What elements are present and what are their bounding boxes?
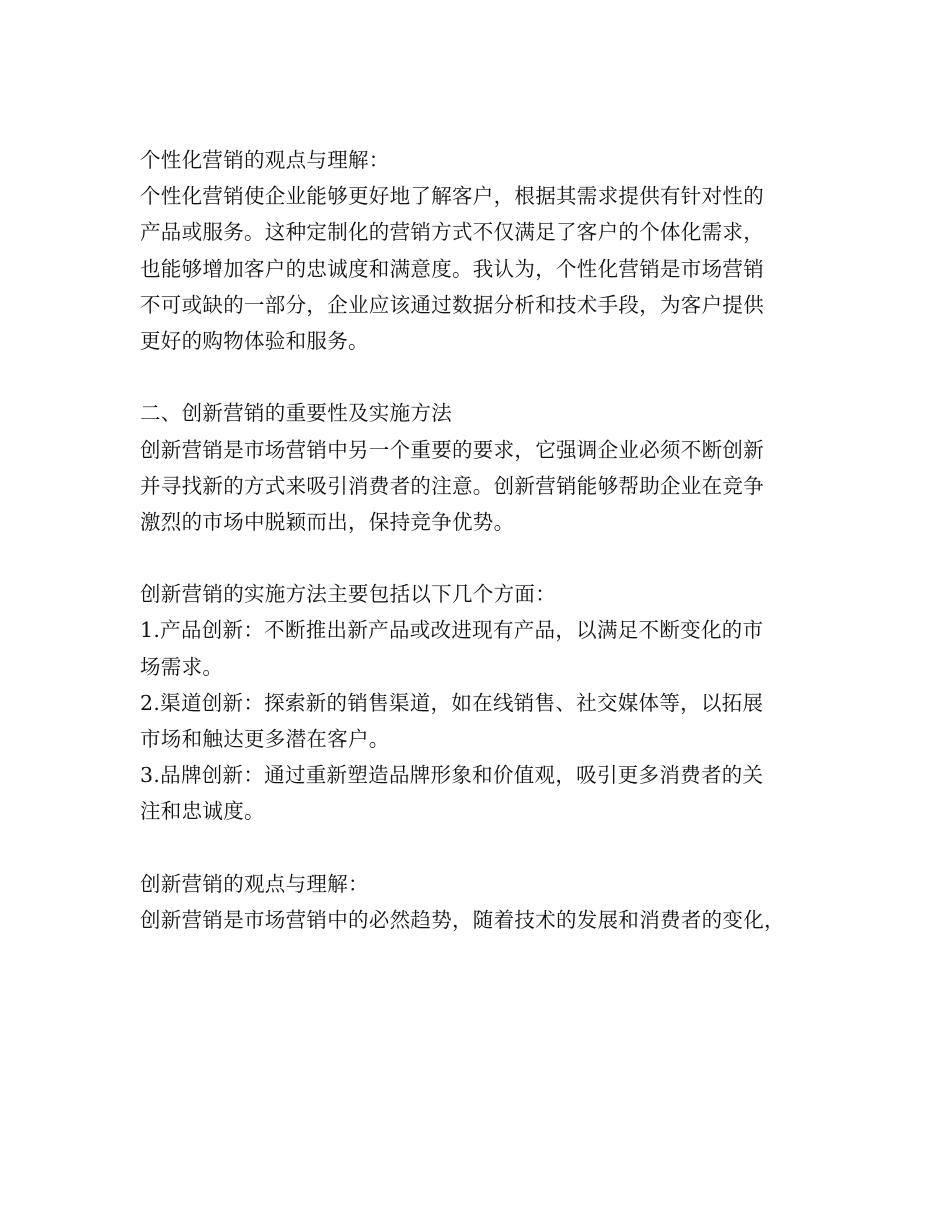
list-item-continuation: 场需求。 bbox=[140, 654, 224, 679]
document-body bbox=[140, 142, 830, 938]
paragraph-line: 不可或缺的一部分，企业应该通过数据分析和技术手段，为客户提供 bbox=[140, 292, 764, 317]
paragraph-line: 创新营销是市场营销中另一个重要的要求，它强调企业必须不断创新 bbox=[140, 437, 764, 462]
paragraph-line: 产品或服务。这种定制化的营销方式不仅满足了客户的个体化需求， bbox=[140, 220, 764, 245]
section-heading-innovation-views: 创新营销的观点与理解： bbox=[140, 871, 369, 896]
paragraph-line: 更好的购物体验和服务。 bbox=[140, 328, 369, 353]
paragraph-line: 也能够增加客户的忠诚度和满意度。我认为，个性化营销是市场营销 bbox=[140, 256, 764, 281]
paragraph-line: 个性化营销使企业能够更好地了解客户，根据其需求提供有针对性的 bbox=[140, 184, 764, 209]
list-intro: 创新营销的实施方法主要包括以下几个方面： bbox=[140, 582, 556, 607]
list-item-product-innovation: 1.产品创新：不断推出新产品或改进现有产品，以满足不断变化的市 bbox=[140, 618, 764, 643]
list-item-channel-innovation: 2.渠道创新：探索新的销售渠道，如在线销售、社交媒体等，以拓展 bbox=[140, 690, 764, 715]
paragraph-line: 激烈的市场中脱颖而出，保持竞争优势。 bbox=[140, 509, 515, 534]
list-item-brand-innovation: 3.品牌创新：通过重新塑造品牌形象和价值观，吸引更多消费者的关 bbox=[140, 763, 764, 788]
paragraph-line: 并寻找新的方式来吸引消费者的注意。创新营销能够帮助企业在竞争 bbox=[140, 473, 764, 498]
list-item-continuation: 市场和触达更多潜在客户。 bbox=[140, 727, 390, 751]
paragraph-spacer bbox=[140, 540, 830, 576]
paragraph-spacer bbox=[140, 359, 830, 395]
section-heading-personalized-views: 个性化营销的观点与理解： bbox=[140, 148, 390, 172]
section-heading-innovation-marketing: 二、创新营销的重要性及实施方法 bbox=[140, 401, 452, 426]
paragraph-line: 创新营销是市场营销中的必然趋势，随着技术的发展和消费者的变化， bbox=[140, 907, 785, 932]
list-item-continuation: 注和忠诚度。 bbox=[140, 799, 265, 824]
paragraph-spacer bbox=[140, 830, 830, 866]
